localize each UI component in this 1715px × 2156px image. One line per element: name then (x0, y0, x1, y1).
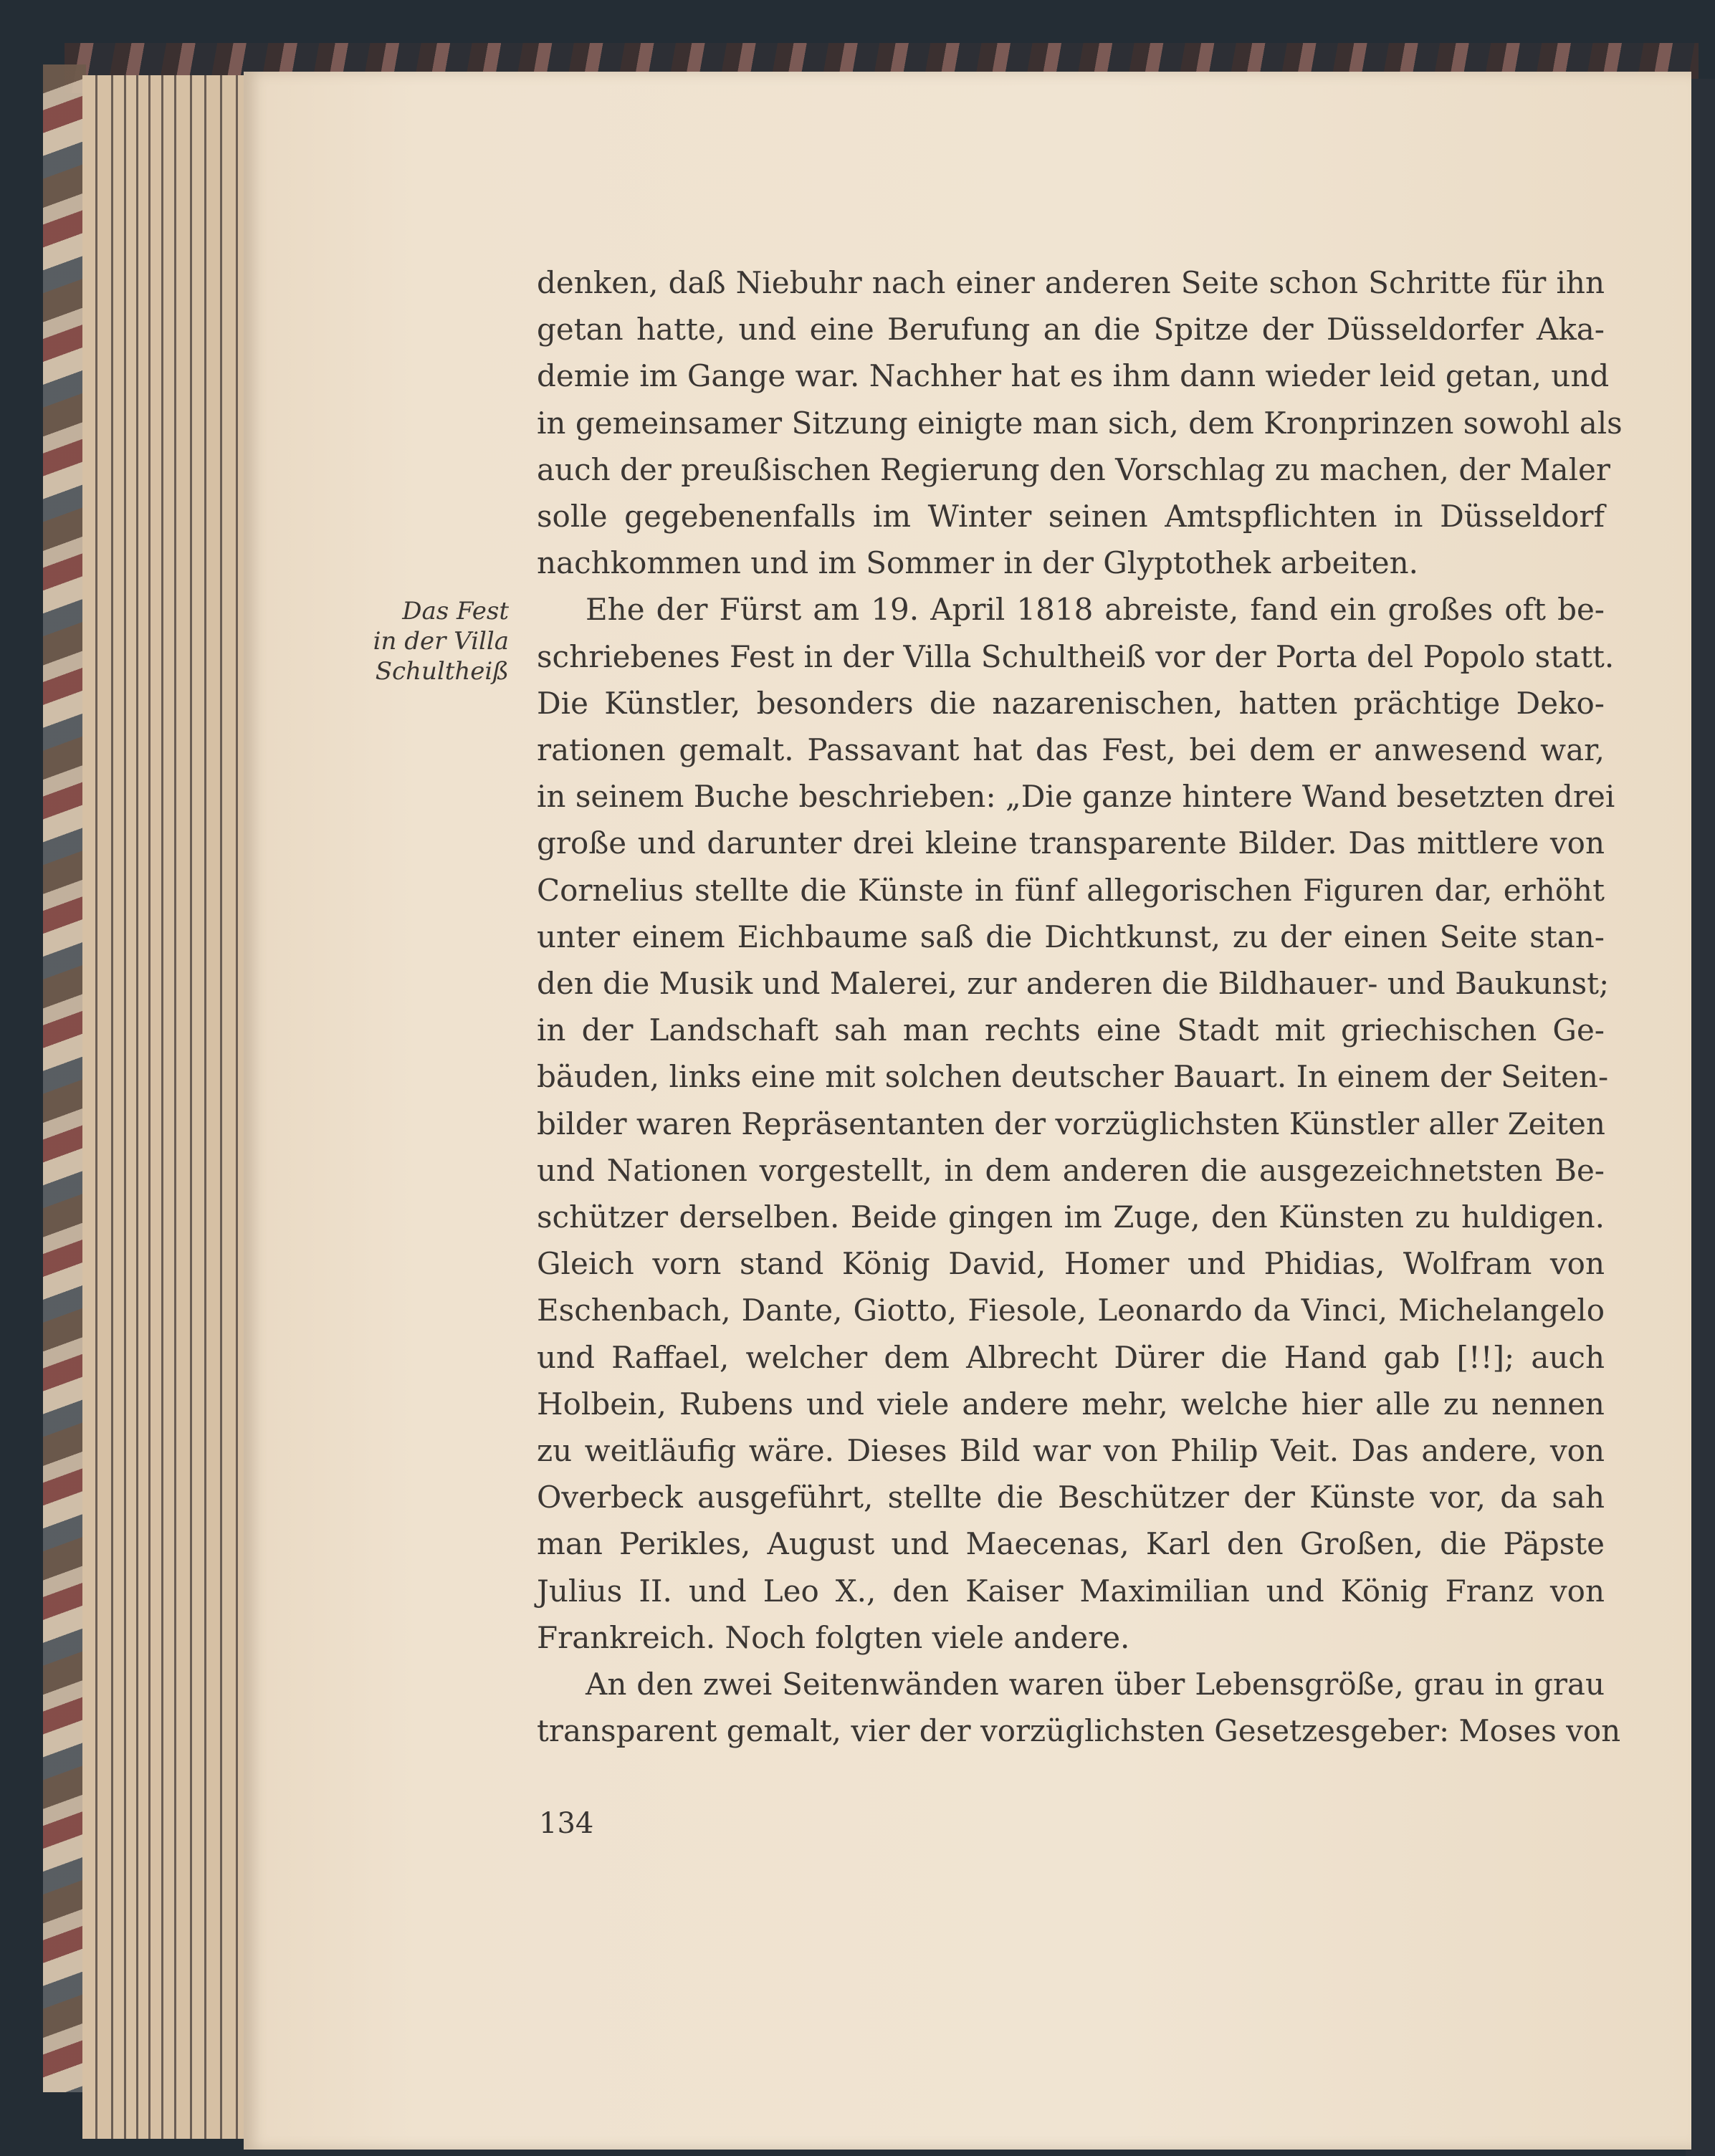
text-line: solle gegebenenfalls im Winter seinen Amtspflichten in Düsseldorf (537, 499, 1605, 535)
text-line: auch der preußischen Regierung den Vorschlag zu machen, der Maler (537, 451, 1610, 487)
text-line: unter einem Eichbaume saß die Dichtkunst, zu der einen Seite stan- (537, 919, 1605, 954)
text-line: bilder waren Repräsentanten der vorzüglichsten Künstler aller Zeiten (537, 1106, 1605, 1141)
text-line: demie im Gange war. Nachher hat es ihm dann wieder leid getan, und (537, 358, 1610, 394)
margin-note-line: in der Villa (373, 627, 509, 656)
text-line: Frankreich. Noch folgten viele andere. (537, 1619, 1130, 1655)
text-line: transparent gemalt, vier der vorzüglichsten Gesetzesgeber: Moses von (537, 1713, 1621, 1749)
text-line: bäuden, links eine mit solchen deutscher Bauart. In einem der Seiten- (537, 1059, 1609, 1095)
page-number: 134 (539, 1807, 594, 1840)
text-line: Ehe der Fürst am 19. April 1818 abreiste, fand ein großes oft be- (586, 592, 1605, 628)
text-line: denken, daß Niebuhr nach einer anderen Seite schon Schritte für ihn (537, 265, 1605, 300)
marbled-endpaper (43, 64, 86, 2092)
text-line: große und darunter drei kleine transparente Bilder. Das mittlere von (537, 825, 1605, 861)
margin-note (337, 596, 509, 686)
text-line: getan hatte, und eine Berufung an die Spitze der Düsseldorfer Aka- (537, 312, 1605, 348)
text-line: und Raffael, welcher dem Albrecht Dürer die Hand gab [!!]; auch (537, 1339, 1605, 1375)
body-text (537, 259, 1623, 1755)
text-line: rationen gemalt. Passavant hat das Fest, bei dem er anwesend war, (537, 732, 1605, 768)
page-edges (82, 75, 254, 2139)
text-line: Overbeck ausgeführt, stellte die Beschützer der Künste vor, da sah (537, 1480, 1605, 1515)
text-line: Holbein, Rubens und viele andere mehr, welche hier alle zu nennen (537, 1386, 1605, 1422)
margin-note-line: Schultheiß (375, 657, 509, 686)
text-line: Cornelius stellte die Künste in fünf allegorischen Figuren dar, erhöht (537, 872, 1605, 908)
text-line: und Nationen vorgestellt, in dem anderen die ausgezeichnetsten Be- (537, 1152, 1605, 1188)
text-line: Julius II. und Leo X., den Kaiser Maximilian und König Franz von (537, 1573, 1605, 1609)
text-line: man Perikles, August und Maecenas, Karl den Großen, die Päpste (537, 1526, 1605, 1562)
margin-note-line: Das Fest (402, 597, 509, 626)
text-line: schützer derselben. Beide gingen im Zuge, den Künsten zu huldigen. (537, 1199, 1605, 1235)
text-line: nachkommen und im Sommer in der Glyptothek arbeiten. (537, 545, 1419, 581)
text-line: schriebenes Fest in der Villa Schultheiß vor der Porta del Popolo statt. (537, 638, 1615, 674)
text-line: zu weitläufig wäre. Dieses Bild war von Philip Veit. Das andere, von (537, 1433, 1605, 1469)
text-line: Die Künstler, besonders die nazarenischen, hatten prächtige Deko- (537, 685, 1605, 721)
text-line: An den zwei Seitenwänden waren über Lebensgröße, grau in grau (586, 1667, 1605, 1702)
text-line: den die Musik und Malerei, zur anderen die Bildhauer- und Baukunst; (537, 966, 1610, 1002)
text-line: in der Landschaft sah man rechts eine Stadt mit griechischen Ge- (537, 1012, 1605, 1048)
text-line: in seinem Buche beschrieben: „Die ganze hintere Wand besetzten drei (537, 779, 1615, 815)
text-line: Gleich vorn stand König David, Homer und Phidias, Wolfram von (537, 1246, 1605, 1282)
text-line: Eschenbach, Dante, Giotto, Fiesole, Leonardo da Vinci, Michelangelo (537, 1293, 1605, 1328)
text-line: in gemeinsamer Sitzung einigte man sich, dem Kronprinzen sowohl als (537, 405, 1623, 441)
